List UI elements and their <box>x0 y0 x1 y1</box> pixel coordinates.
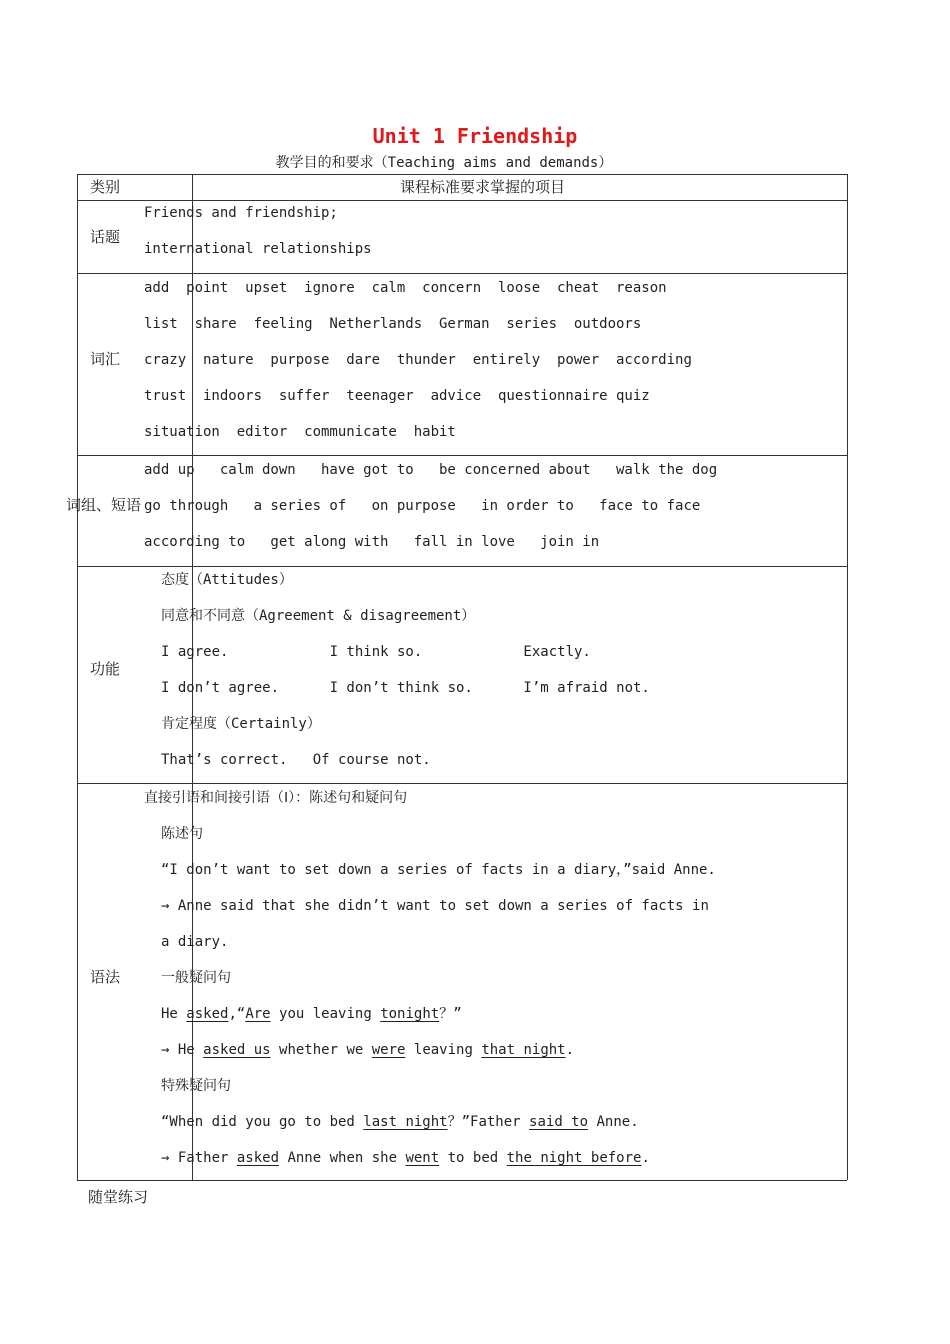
grammar-subheading: 陈述句 <box>161 826 203 842</box>
functions-line: 同意和不同意（Agreement & disagreement） <box>161 608 476 624</box>
table-border-left <box>77 174 78 1180</box>
functions-line: I don’t agree. I don’t think so. I’m afraid not. <box>161 680 650 696</box>
vocabulary-label: 词汇 <box>90 350 121 368</box>
grammar-subheading: 一般疑问句 <box>161 970 231 986</box>
grammar-example: “I don’t want to set down a series of facts in a diary，”said Anne. <box>161 862 716 878</box>
grammar-example: “When did you go to bed last night？”Father said to Anne. <box>161 1114 639 1130</box>
phrases-line: go through a series of on purpose in order to face to face <box>144 498 701 514</box>
grammar-subheading: 特殊疑问句 <box>161 1078 231 1094</box>
table-border-right <box>847 174 848 1180</box>
functions-line: I agree. I think so. Exactly. <box>161 644 591 660</box>
topic-line: Friends and friendship; <box>144 205 338 221</box>
grammar-example: → Anne said that she didn’t want to set down a series of facts in <box>161 898 709 914</box>
functions-line: That’s correct. Of course not. <box>161 752 431 768</box>
grammar-label: 语法 <box>90 968 121 986</box>
functions-line: 肯定程度（Certainly） <box>161 716 321 732</box>
vocabulary-line: add point upset ignore calm concern loose cheat reason <box>144 280 667 296</box>
functions-label: 功能 <box>90 660 121 678</box>
document-subtitle: 教学目的和要求（Teaching aims and demands） <box>275 155 613 171</box>
vocabulary-line: list share feeling Netherlands German series outdoors <box>144 316 642 332</box>
phrases-line: according to get along with fall in love join in <box>144 534 600 550</box>
table-border-bottom <box>77 1180 847 1181</box>
grammar-heading: 直接引语和间接引语（Ⅰ）：陈述句和疑问句 <box>144 790 408 806</box>
section-footer: 随堂练习 <box>88 1188 149 1206</box>
grammar-example: a diary. <box>161 934 229 950</box>
grammar-example: He asked,“Are you leaving tonight？” <box>161 1006 462 1022</box>
phrases-line: add up calm down have got to be concerned about walk the dog <box>144 462 718 478</box>
vocabulary-line: trust indoors suffer teenager advice questionnaire quiz <box>144 388 650 404</box>
topic-line: international relationships <box>144 241 372 257</box>
grammar-example: → He asked us whether we were leaving that night. <box>161 1042 575 1058</box>
document-title: Unit 1 Friendship <box>372 124 578 148</box>
header-items: 课程标准要求掌握的项目 <box>400 178 566 196</box>
header-category: 类别 <box>90 178 121 196</box>
grammar-example: → Father asked Anne when she went to bed the night before. <box>161 1150 650 1166</box>
topic-label: 话题 <box>90 228 121 246</box>
phrases-label: 词组、短语 <box>66 496 142 514</box>
vocabulary-line: situation editor communicate habit <box>144 424 456 440</box>
vocabulary-line: crazy nature purpose dare thunder entirely power according <box>144 352 692 368</box>
functions-line: 态度（Attitudes） <box>161 572 293 588</box>
